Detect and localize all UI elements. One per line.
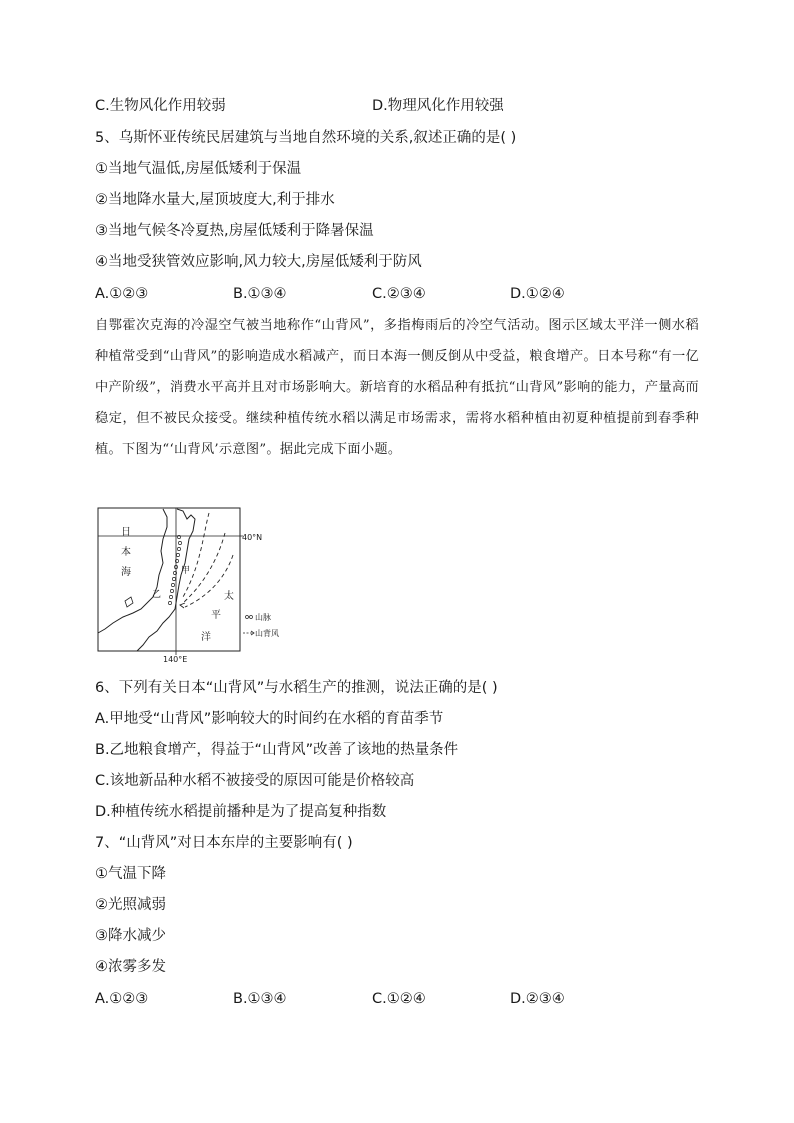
wind-arrowhead (180, 603, 185, 608)
q7-option-d: D.②③④ (510, 991, 565, 1007)
q6-option-b: B.乙地粮食增产，得益于“山背风”改善了该地的热量条件 (95, 742, 459, 758)
q5-option-b: B.①③④ (233, 286, 287, 302)
pacific-label-1: 太 (224, 591, 234, 602)
q5-stem: 5、乌斯怀亚传统民居建筑与当地自然环境的关系,叙述正确的是( ) (95, 130, 517, 146)
q7-stem: 7、“山背风”对日本东岸的主要影响有( ) (95, 835, 353, 851)
q7-option-a: A.①②③ (95, 991, 149, 1007)
longitude-label: 140°E (163, 655, 188, 664)
q6-option-d: D.种植传统水稻提前播种是为了提高复种指数 (95, 804, 387, 820)
latitude-label: 40°N (242, 533, 263, 542)
west-coastline (98, 509, 167, 633)
q7-option-c: C.①②④ (372, 991, 426, 1007)
q4-option-d: D.物理风化作用较强 (372, 98, 504, 114)
q5-option-c: C.②③④ (372, 286, 426, 302)
place-jia-label: 甲 (181, 566, 191, 576)
island-shape (125, 597, 133, 607)
legend-mountain-label: 山脉 (255, 613, 271, 622)
passage-text: 自鄂霍次克海的冷湿空气被当地称作“山背风”，多指梅雨后的冷空气活动。图示区域太平洋一侧水稻种植常受到“山背风”的影响造成水稻减产，而日本海一侧反倒从中受益，粮食增产。日本号称“有一亿中产阶级”，消费水平高并且对市场影响大。新培育的水稻品种有抵抗“山背风”影响的能力，产量高而稳定，但不被民众接受。继续种植传统水稻以满足市场需求，需将水稻种植由初夏种植提前到春季种植。下图为“‘山背风’示意图”。据此完成下面小题。 (95, 318, 699, 457)
pacific-label-2: 平 (211, 610, 221, 621)
shanbei-wind-map (97, 505, 307, 665)
map-frame (98, 508, 240, 651)
q5-item-2: ②当地降水量大,屋顶坡度大,利于排水 (95, 192, 335, 208)
q7-item-1: ①气温下降 (95, 866, 166, 882)
q6-stem: 6、下列有关日本“山背风”与水稻生产的推测，说法正确的是( ) (95, 680, 498, 696)
q7-item-4: ④浓雾多发 (95, 959, 166, 975)
q5-option-a: A.①②③ (95, 286, 149, 302)
place-yi-label: 乙 (152, 590, 162, 600)
sea-japan-label-1: 日 (121, 527, 131, 538)
q7-item-3: ③降水减少 (95, 928, 166, 944)
mountain-range-symbols (168, 535, 181, 604)
q5-option-d: D.①②④ (510, 286, 565, 302)
q7-option-b: B.①③④ (233, 991, 287, 1007)
sea-japan-label-3: 海 (121, 567, 131, 578)
q5-item-4: ④当地受狭管效应影响,风力较大,房屋低矮利于防风 (95, 254, 422, 270)
q6-option-a: A.甲地受“山背风”影响较大的时间约在水稻的育苗季节 (95, 711, 444, 727)
legend-mountain-icon (246, 616, 249, 619)
sea-japan-label-2: 本 (121, 547, 131, 558)
pacific-label-3: 洋 (201, 632, 211, 643)
q4-option-c: C.生物风化作用较弱 (95, 98, 226, 114)
legend-wind-label: 山背风 (255, 629, 279, 638)
q5-item-1: ①当地气温低,房屋低矮利于保温 (95, 161, 302, 177)
q7-item-2: ②光照减弱 (95, 897, 166, 913)
q6-option-c: C.该地新品种水稻不被接受的原因可能是价格较高 (95, 773, 415, 789)
q5-item-3: ③当地气候冬冷夏热,房屋低矮利于降暑保温 (95, 223, 374, 239)
